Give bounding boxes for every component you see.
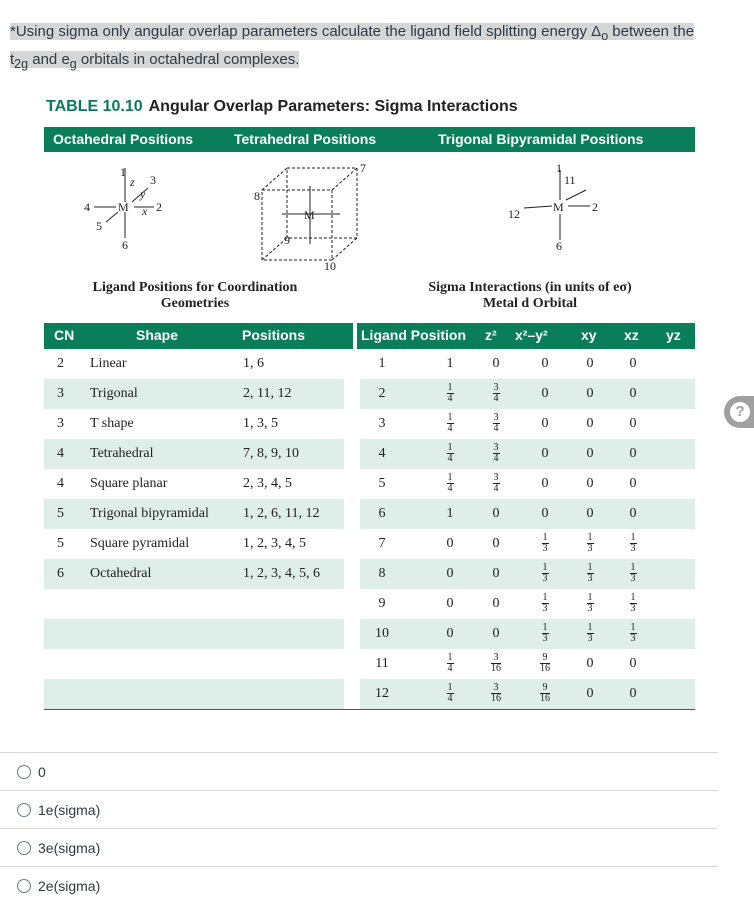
tbp-label-1: 1 bbox=[556, 161, 562, 175]
cell-xy: $\frac{1}{3}$ bbox=[542, 532, 548, 554]
cell-x2y2: $\frac{3}{4}$ bbox=[493, 412, 499, 434]
option-label: 2e(sigma) bbox=[38, 878, 101, 894]
tetrahedral-diagram bbox=[252, 160, 372, 272]
cell-xy: 0 bbox=[541, 416, 549, 431]
cell-cn: 3 bbox=[57, 416, 64, 431]
cell-xy: 0 bbox=[541, 506, 549, 521]
oct-label-x: x bbox=[142, 204, 148, 218]
cell-x2y2: $\frac{3}{16}$ bbox=[491, 682, 501, 704]
option-2e-sigma[interactable] bbox=[0, 866, 718, 905]
cell-yz: 0 bbox=[629, 446, 637, 461]
cell-xy: 0 bbox=[541, 446, 549, 461]
cell-positions: 1, 2, 6, 11, 12 bbox=[243, 506, 320, 521]
cell-shape: Linear bbox=[90, 356, 127, 371]
cell-positions: 1, 2, 3, 4, 5, 6 bbox=[243, 566, 320, 581]
row-shade bbox=[44, 679, 344, 709]
cell-x2y2: 0 bbox=[492, 596, 500, 611]
right-header: Ligand Position z² x²–y² xy xz yz bbox=[357, 323, 695, 349]
table-row bbox=[44, 559, 695, 589]
cell-cn: 4 bbox=[57, 476, 64, 491]
tet-label-M: M bbox=[304, 208, 315, 222]
cell-yz: $\frac{1}{3}$ bbox=[630, 532, 636, 554]
cell-cn: 3 bbox=[57, 386, 64, 401]
cell-x2y2: 0 bbox=[492, 356, 500, 371]
cell-pos: 10 bbox=[375, 626, 389, 641]
oct-label-6: 6 bbox=[122, 238, 128, 252]
cell-positions: 7, 8, 9, 10 bbox=[243, 446, 299, 461]
oct-label-M: M bbox=[118, 200, 129, 214]
cell-z2: $\frac{1}{4}$ bbox=[447, 442, 453, 464]
cell-z2: 0 bbox=[446, 566, 454, 581]
oct-label-1: 1 bbox=[120, 165, 126, 179]
option-1e-sigma[interactable] bbox=[0, 790, 718, 829]
cell-xy: $\frac{9}{16}$ bbox=[540, 652, 550, 674]
cell-pos: 3 bbox=[378, 416, 386, 431]
help-button[interactable] bbox=[724, 396, 754, 428]
cell-shape: T shape bbox=[90, 416, 134, 431]
cell-positions: 1, 6 bbox=[243, 356, 264, 371]
tet-label-8: 8 bbox=[254, 189, 260, 203]
question-text: *Using sigma only angular overlap parameters calculate the ligand field splitting energy $\Delta_o$ between the $t_{2g}$ and $e_g$ orbitals in octahedral complexes. bbox=[10, 23, 695, 71]
cell-pos: 9 bbox=[378, 596, 386, 611]
option-label: 1e(sigma) bbox=[38, 802, 101, 818]
cell-x2y2: 0 bbox=[492, 506, 500, 521]
cell-z2: 1 bbox=[446, 356, 454, 371]
oct-label-2: 2 bbox=[156, 200, 162, 214]
cell-yz: $\frac{1}{3}$ bbox=[630, 622, 636, 644]
cell-xz: 0 bbox=[586, 446, 594, 461]
cell-x2y2: 0 bbox=[492, 566, 500, 581]
oct-label-y: y bbox=[140, 187, 146, 201]
cell-cn: 4 bbox=[57, 446, 64, 461]
help-icon: ? bbox=[730, 402, 750, 422]
cell-z2: $\frac{1}{4}$ bbox=[447, 382, 453, 404]
cell-xz: 0 bbox=[586, 356, 594, 371]
cell-xy: $\frac{9}{16}$ bbox=[540, 682, 550, 704]
cell-cn: 6 bbox=[57, 566, 64, 581]
cell-pos: 5 bbox=[378, 476, 386, 491]
cell-pos: 8 bbox=[378, 566, 386, 581]
cell-pos: 2 bbox=[378, 386, 386, 401]
cell-x2y2: $\frac{3}{4}$ bbox=[493, 442, 499, 464]
trigonal-bipyramidal-diagram bbox=[500, 160, 620, 252]
cell-cn: 5 bbox=[57, 536, 64, 551]
table-row bbox=[44, 619, 695, 649]
table-row bbox=[44, 529, 695, 559]
cell-xy: 0 bbox=[541, 386, 549, 401]
table-row bbox=[44, 649, 695, 679]
cell-yz: 0 bbox=[629, 416, 637, 431]
tbp-label-12: 12 bbox=[508, 207, 520, 221]
tbp-label-2: 2 bbox=[592, 200, 598, 214]
oct-label-3: 3 bbox=[150, 173, 156, 187]
octahedral-diagram bbox=[70, 160, 180, 252]
table-row bbox=[44, 439, 695, 469]
cell-xz: 0 bbox=[586, 656, 594, 671]
table-row bbox=[44, 679, 695, 709]
row-shade bbox=[44, 379, 344, 409]
cell-z2: $\frac{1}{4}$ bbox=[447, 472, 453, 494]
cell-positions: 2, 3, 4, 5 bbox=[243, 476, 292, 491]
cell-xy: $\frac{1}{3}$ bbox=[542, 562, 548, 584]
option-3e-sigma[interactable] bbox=[0, 828, 718, 867]
oct-label-5: 5 bbox=[96, 219, 102, 233]
cell-xz: $\frac{1}{3}$ bbox=[587, 532, 593, 554]
cell-cn: 5 bbox=[57, 506, 64, 521]
cell-positions: 1, 3, 5 bbox=[243, 416, 278, 431]
right-subhead: Sigma Interactions (in units of eσ) Metal d Orbital bbox=[428, 280, 632, 311]
cell-yz: $\frac{1}{3}$ bbox=[630, 562, 636, 584]
table-row bbox=[44, 379, 695, 409]
cell-pos: 6 bbox=[378, 506, 386, 521]
cell-yz: 0 bbox=[629, 686, 637, 701]
cell-yz: 0 bbox=[629, 476, 637, 491]
cell-shape: Octahedral bbox=[90, 566, 152, 581]
band-octahedral: Octahedral Positions bbox=[53, 131, 194, 147]
cell-xz: 0 bbox=[586, 476, 594, 491]
cell-pos: 7 bbox=[378, 536, 386, 551]
tet-label-10: 10 bbox=[324, 259, 336, 272]
band-trigonal: Trigonal Bipyramidal Positions bbox=[438, 131, 644, 147]
cell-pos: 11 bbox=[375, 656, 389, 671]
cell-xz: 0 bbox=[586, 686, 594, 701]
cell-xz: $\frac{1}{3}$ bbox=[587, 592, 593, 614]
radio-icon[interactable] bbox=[17, 879, 31, 893]
cell-z2: 0 bbox=[446, 626, 454, 641]
cell-positions: 2, 11, 12 bbox=[243, 386, 292, 401]
cell-pos: 1 bbox=[378, 356, 386, 371]
table-row bbox=[44, 499, 695, 529]
oct-label-4: 4 bbox=[84, 200, 90, 214]
cell-z2: $\frac{1}{4}$ bbox=[447, 652, 453, 674]
cell-yz: 0 bbox=[629, 356, 637, 371]
row-shade bbox=[44, 439, 344, 469]
cell-yz: 0 bbox=[629, 386, 637, 401]
tbp-label-M: M bbox=[553, 200, 564, 214]
cell-xy: $\frac{1}{3}$ bbox=[542, 592, 548, 614]
table-row bbox=[44, 469, 695, 499]
cell-xz: 0 bbox=[586, 386, 594, 401]
table-bottom-rule bbox=[44, 709, 695, 710]
cell-xy: 0 bbox=[541, 356, 549, 371]
cell-yz: 0 bbox=[629, 656, 637, 671]
cell-z2: $\frac{1}{4}$ bbox=[447, 412, 453, 434]
cell-z2: 1 bbox=[446, 506, 454, 521]
cell-xy: $\frac{1}{3}$ bbox=[542, 622, 548, 644]
cell-x2y2: $\frac{3}{16}$ bbox=[491, 652, 501, 674]
cell-x2y2: 0 bbox=[492, 626, 500, 641]
cell-shape: Trigonal bbox=[90, 386, 138, 401]
table-title: TABLE 10.10 Angular Overlap Parameters: Sigma Interactions bbox=[46, 98, 518, 115]
table-row bbox=[44, 589, 695, 619]
cell-x2y2: $\frac{3}{4}$ bbox=[493, 382, 499, 404]
tbp-label-6: 6 bbox=[556, 239, 562, 252]
table-row bbox=[44, 349, 695, 379]
positions-band bbox=[44, 127, 695, 152]
left-subhead: Ligand Positions for Coordination Geometries bbox=[92, 280, 298, 311]
cell-x2y2: 0 bbox=[492, 536, 500, 551]
cell-yz: $\frac{1}{3}$ bbox=[630, 592, 636, 614]
radio-icon[interactable] bbox=[17, 765, 31, 779]
cell-shape: Square planar bbox=[90, 476, 168, 491]
cell-xz: 0 bbox=[586, 416, 594, 431]
cell-xz: $\frac{1}{3}$ bbox=[587, 562, 593, 584]
option-label: 0 bbox=[38, 764, 46, 780]
cell-z2: $\frac{1}{4}$ bbox=[447, 682, 453, 704]
table-row bbox=[44, 409, 695, 439]
cell-cn: 2 bbox=[57, 356, 64, 371]
tbp-label-11: 11 bbox=[564, 173, 576, 187]
cell-pos: 4 bbox=[378, 446, 386, 461]
tet-label-9: 9 bbox=[284, 233, 290, 247]
left-header: CN Shape Positions bbox=[44, 323, 353, 349]
tet-label-7: 7 bbox=[360, 161, 366, 175]
row-shade bbox=[44, 619, 344, 649]
cell-shape: Tetrahedral bbox=[90, 446, 154, 461]
cell-shape: Square pyramidal bbox=[90, 536, 190, 551]
cell-xy: 0 bbox=[541, 476, 549, 491]
radio-icon[interactable] bbox=[17, 841, 31, 855]
cell-x2y2: $\frac{3}{4}$ bbox=[493, 472, 499, 494]
radio-icon[interactable] bbox=[17, 803, 31, 817]
cell-xz: 0 bbox=[586, 506, 594, 521]
cell-yz: 0 bbox=[629, 506, 637, 521]
cell-xz: $\frac{1}{3}$ bbox=[587, 622, 593, 644]
option-0[interactable] bbox=[0, 752, 718, 791]
option-label: 3e(sigma) bbox=[38, 840, 101, 856]
cell-z2: 0 bbox=[446, 596, 454, 611]
oct-label-z: z bbox=[130, 175, 135, 189]
cell-positions: 1, 2, 3, 4, 5 bbox=[243, 536, 306, 551]
cell-z2: 0 bbox=[446, 536, 454, 551]
band-tetrahedral: Tetrahedral Positions bbox=[234, 131, 377, 147]
cell-shape: Trigonal bipyramidal bbox=[90, 506, 209, 521]
cell-pos: 12 bbox=[375, 686, 389, 701]
